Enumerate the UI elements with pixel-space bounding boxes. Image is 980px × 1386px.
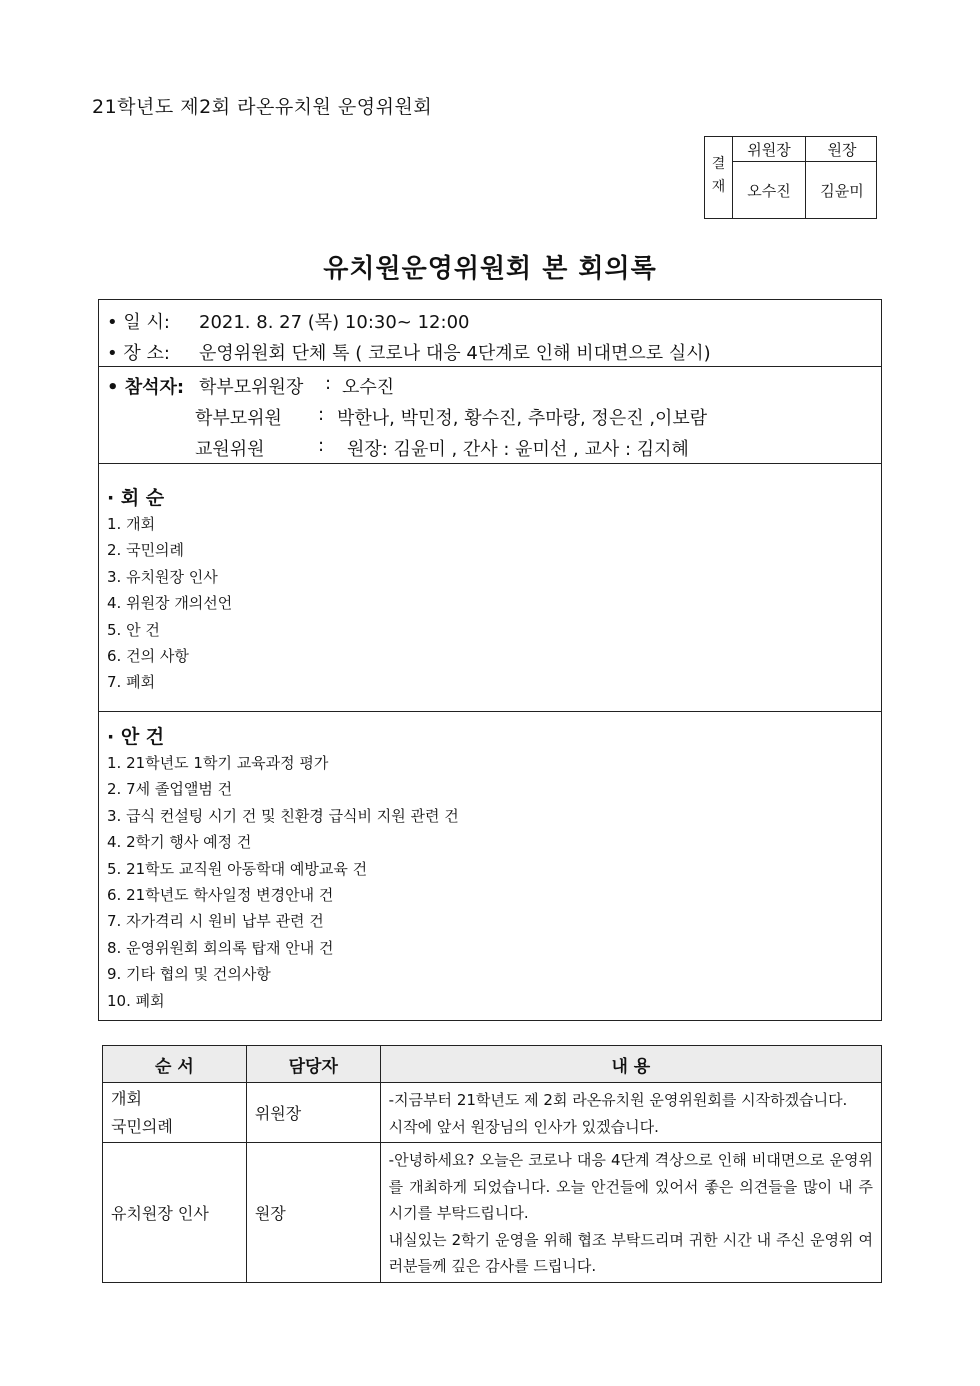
list-item: 4. 위원장 개의선언 xyxy=(107,594,233,613)
list-item: 2. 국민의례 xyxy=(107,541,185,560)
header-title: 21학년도 제2회 라온유치원 운영위원회 xyxy=(92,96,433,118)
list-item: 10. 폐회 xyxy=(107,991,165,1010)
content-paragraph: -안녕하세요? 오늘은 코로나 대응 4단계 격상으로 인해 비대면으로 운영위를 개최하게 되었습니다. 오늘 안건들에 있어서 좋은 의견들을 많이 내 주시기를 부탁드립니다. xyxy=(388,1151,873,1222)
list-item: 2. 7세 졸업앨범 건 xyxy=(107,780,233,799)
table-row xyxy=(103,1143,882,1283)
attendee-sep: : xyxy=(318,404,325,425)
date-value: 2021. 8. 27 (목) 10:30~ 12:00 xyxy=(199,312,470,333)
list-item: 7. 폐회 xyxy=(107,673,156,692)
column-header-content: 내 용 xyxy=(380,1046,881,1083)
date-label: • 일 시: xyxy=(107,312,170,333)
place-value: 운영위원회 단체 톡 ( 코로나 대응 4단계로 인해 비대면으로 실시) xyxy=(199,343,711,364)
approval-header-principal: 원장 xyxy=(827,141,857,159)
approval-signer-chair: 오수진 xyxy=(747,182,791,200)
order-text: 개회 xyxy=(111,1088,142,1108)
order-section-title: · 회 순 xyxy=(107,487,165,509)
approval-label xyxy=(705,153,732,199)
list-item: 6. 21학년도 학사일정 변경안내 건 xyxy=(107,885,334,904)
agenda-section-title: · 안 건 xyxy=(107,726,165,748)
content-paragraph: 내실있는 2학기 운영을 위해 협조 부탁드리며 귀한 시간 내 주신 운영위 여러분들께 깊은 감사를 드립니다. xyxy=(388,1230,873,1275)
list-item: 7. 자가격리 시 원비 납부 관련 건 xyxy=(107,912,324,931)
list-item: 4. 2학기 행사 예정 건 xyxy=(107,833,252,852)
content-cell xyxy=(380,1143,881,1283)
order-cell xyxy=(103,1143,247,1283)
list-item: 9. 기타 협의 및 건의사항 xyxy=(107,965,271,984)
attendee-role: 학부모위원장 xyxy=(199,377,304,398)
approval-header-chair: 위원장 xyxy=(747,141,791,159)
attendee-names: 오수진 xyxy=(342,377,395,398)
attendee-role: 학부모위원 xyxy=(195,408,282,429)
place-label: • 장 소: xyxy=(107,343,170,364)
attendees-label: • 참석자: xyxy=(107,377,185,398)
person-cell: 위원장 xyxy=(246,1083,380,1143)
approval-label-2: 재 xyxy=(711,179,726,195)
content-cell xyxy=(380,1083,881,1143)
attendee-names: 원장: 김윤미 , 간사 : 윤미선 , 교사 : 김지혜 xyxy=(347,439,689,460)
attendee-sep: : xyxy=(325,373,332,394)
table-header-row xyxy=(103,1046,882,1083)
column-header-order: 순 서 xyxy=(103,1046,247,1083)
order-text: 유치원장 인사 xyxy=(111,1203,209,1223)
list-item: 3. 급식 컨설팅 시기 건 및 친환경 급식비 지원 관련 건 xyxy=(107,806,459,825)
approval-label-1: 결 xyxy=(711,156,726,172)
order-cell xyxy=(103,1083,247,1143)
document-title: 유치원운영위원회 본 회의록 xyxy=(323,254,657,284)
order-list xyxy=(107,511,232,696)
approval-box xyxy=(704,136,877,219)
column-header-person: 담당자 xyxy=(246,1046,380,1083)
content-paragraph: 시작에 앞서 원장님의 인사가 있겠습니다. xyxy=(388,1117,659,1136)
content-paragraph: -지금부터 21학년도 제 2회 라온유치원 운영위원회를 시작하겠습니다. xyxy=(388,1091,848,1109)
attendee-sep: : xyxy=(318,435,325,456)
list-item: 3. 유치원장 인사 xyxy=(107,567,218,586)
attendee-role: 교원위원 xyxy=(195,439,265,460)
list-item: 1. 21학년도 1학기 교육과정 평가 xyxy=(107,754,329,772)
list-item: 1. 개회 xyxy=(107,515,156,533)
list-item: 5. 안 건 xyxy=(107,620,160,639)
attendee-names: 박한나, 박민정, 황수진, 추마랑, 정은진 ,이보람 xyxy=(337,408,708,429)
list-item: 5. 21학도 교직원 아동학대 예방교육 건 xyxy=(107,859,368,878)
proceedings-table xyxy=(102,1045,882,1283)
meeting-info-box xyxy=(98,299,882,1021)
table-row xyxy=(103,1083,882,1143)
agenda-list xyxy=(107,750,459,1014)
person-cell: 원장 xyxy=(246,1143,380,1283)
list-item: 8. 운영위원회 회의록 탑재 안내 건 xyxy=(107,938,334,957)
list-item: 6. 건의 사항 xyxy=(107,646,189,665)
order-text: 국민의례 xyxy=(111,1116,173,1136)
approval-signer-principal: 김윤미 xyxy=(820,182,864,200)
